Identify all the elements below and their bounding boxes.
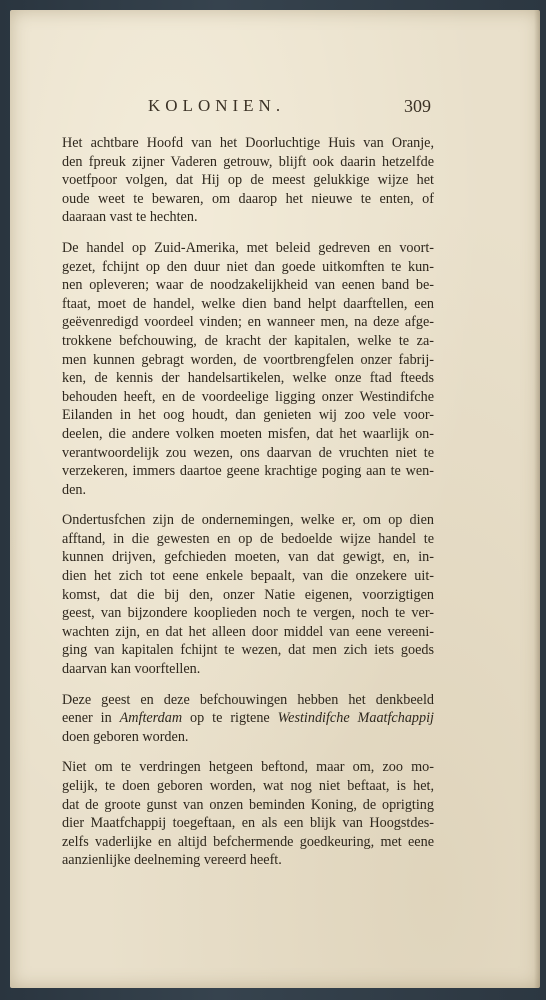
paragraph-5 [62,758,434,870]
text-line: dat de groote gunst van onzen beminden Koning, de oprigting [62,796,434,813]
text-line: ging van kapitalen fchijnt te wezen, dat men zich iets goeds [62,642,434,659]
text-line: den fpreuk zijner Vaderen getrouw, blijft ook daarin hetzelfde [62,153,434,170]
text-line: Het achtbare Hoofd van het Doorluchtige Huis van Oranje, [62,135,434,151]
running-head: KOLONIEN. [148,96,286,115]
text-line: verantwoordelijk zou wezen, ons daarvan de vruchten niet te [62,444,434,461]
text-line: trokkene befchouwing, de kracht der kapitalen, welke te za- [62,332,434,349]
text-line: oude weet te bewaren, om daarop het nieuwe te enten, of [62,190,434,207]
text-line: deelen, die andere volken moeten misfen, dat het waarlijk on- [62,425,434,442]
text-line: behouden heeft, en de voordeelige ligging onzer Westindifche [62,388,434,405]
page-number: 309 [404,96,431,116]
text-line: geest, van bijzondere kooplieden noch te vergen, noch te ver- [62,605,434,622]
text-line: nen opleveren; waar de noodzakelijkheid van eenen band be- [62,277,434,294]
book-page [10,10,540,988]
paragraph-1 [62,134,434,227]
text-line: dier Maatfchappij toegeftaan, en als een blijk van Hoogstdes- [62,815,434,832]
paragraph-4 [62,691,434,747]
text-line: kunnen drijven, gefchieden moeten, van dat gewigt, en, in- [62,549,434,566]
text-line [62,728,434,747]
text-line: gezet, fchijnt op den duur niet dan goede uitkomften te kun- [62,258,434,275]
text-line: den. [62,481,87,498]
body-text [62,134,434,882]
paragraph-3 [62,511,434,678]
italic-place-name: Amfterdam [119,710,183,727]
text-line: aanzienlijke deelneming vereerd heeft. [62,852,282,869]
text-line: Eilanden in het oog houdt, dan genieten wij zoo vele voor- [62,407,434,424]
text-line: ken, de kennis der handelsartikelen, welke onze ftad fteeds [62,370,434,387]
text-line: men kunnen gebragt worden, de voortbrengfelen onzer fabrij- [62,351,434,368]
text-line [62,691,434,710]
text-line: gelijk, te doen geboren worden, wat nog niet beftaat, is het, [62,778,434,794]
italic-company-name: Westindifche Maatfchappij [277,710,434,727]
text-line: De handel op Zuid-Amerika, met beleid gedreven en voort- [62,239,434,256]
paragraph-2 [62,239,434,499]
text-line: Niet om te verdringen hetgeen beftond, maar om, zoo mo- [62,759,434,776]
text-line: daaraan vast te hechten. [62,209,198,226]
text-line: Ondertusfchen zijn de ondernemingen, welke er, om op dien [62,512,434,529]
text-run: eener in [62,710,120,727]
text-line: zelfs vaderlijke en altijd befchermende goedkeuring, met eene [62,833,434,850]
text-line [62,709,434,728]
text-line: wachten zijn, en dat het alleen door middel van eene vereeni- [62,623,434,640]
text-line: afftand, in die gewesten en op de bedoelde wijze handel te [62,530,434,547]
text-line: dien het zich tot eene enkele bepaalt, van die onzekere uit- [62,568,434,585]
text-line: geëvenredigd voordeel vinden; en wanneer men, na deze afge- [62,314,434,331]
text-line: komst, dat die bij den, onzer Natie eigenen, voorzigtigen [62,586,434,603]
page-edge-shadow [534,10,540,988]
text-line: voetfpoor volgen, dat Hij op de meest gelukkige wijze het [62,172,434,189]
page-header [10,96,540,120]
text-run: doen geboren worden. [62,728,189,745]
text-line: daarvan kan voorftellen. [62,661,201,678]
text-run: op te rigtene [182,710,278,727]
text-line: ftaat, moet de handel, welke dien band helpt daarftellen, een [62,295,434,312]
text-run: Deze geest en deze befchouwingen hebben het denkbeeld [62,691,434,708]
text-line: verzekeren, immers daartoe geene krachtige poging aan te wen- [62,463,434,480]
